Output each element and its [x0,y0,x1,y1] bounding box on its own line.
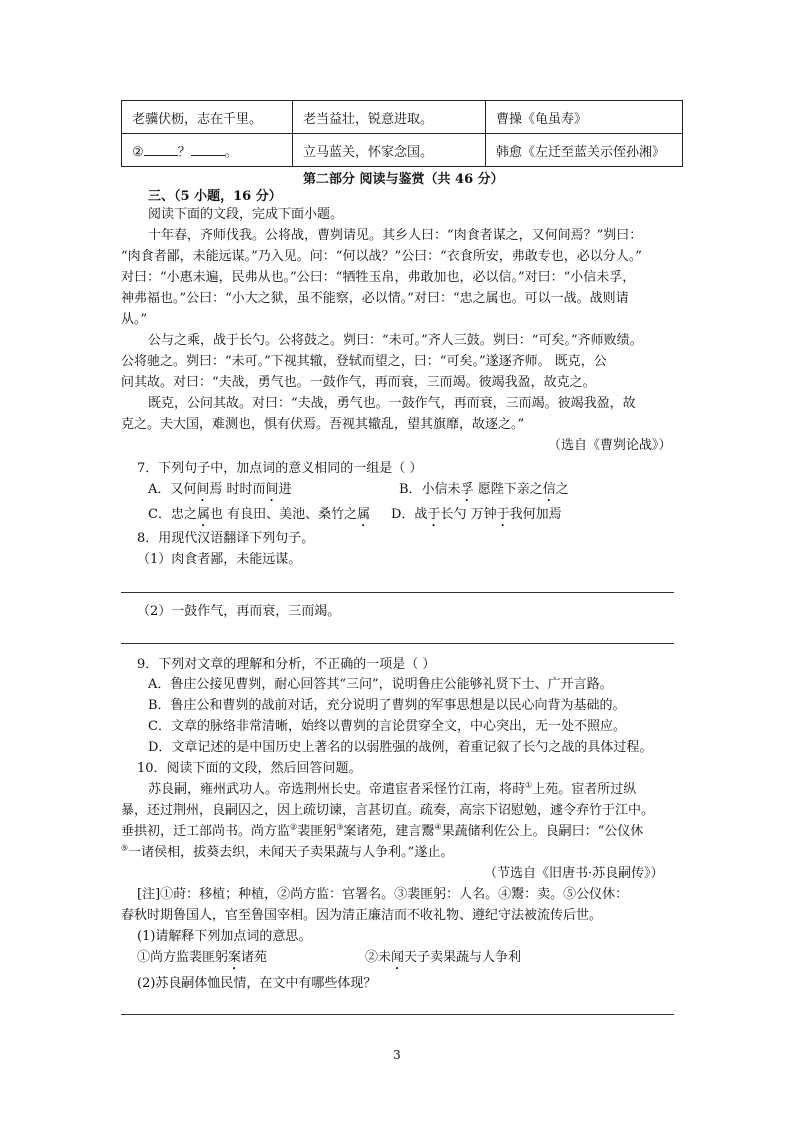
answer-blank[interactable] [191,143,225,156]
annotation-line: [注]①莳：移植；种植，②尚方监：官署名。③裴匪躬：人名。④鬻：卖。⑤公仪休： [137,887,629,902]
passage-line: 暴，还过荆州，良嗣囚之，因上疏切谏，言甚切直。疏奏，高宗下诏慰勉，遽令弃竹于江中。 [121,803,655,818]
table-row [122,101,683,134]
option-b[interactable]: B．小信未孚 愿陛下亲之信之 [399,482,569,497]
question-10-stem: 10．阅读下面的文段，然后回答问题。 [137,761,362,776]
translate-sentence-1: （1）肉食者鄙，未能远谋。 [137,552,302,567]
option-c[interactable]: C．文章的脉络非常清晰，始终以曹刿的言论贯穿全文，中心突出，无一处不照应。 [148,719,626,734]
passage-line: 公将驰之。刿曰：“未可。”下视其辙，登轼而望之，曰：“可矣。”遂逐齐师。 既克，公 [121,354,607,369]
translate-sentence-2: （2）一鼓作气，再而衰，三而竭。 [137,604,341,619]
option-b[interactable]: B．鲁庄公和曹刿的战前对话，充分说明了曹刿的军事思想是以民心向背为基础的。 [148,698,626,713]
passage-line: 问其故。对曰：“夫战，勇气也。一鼓作气，再而衰，三而竭。彼竭我盈，故克之。 [121,375,596,390]
table-cell: 韩愈《左迁至蓝关示侄孙湘》 [486,134,683,167]
option-a[interactable]: A．鲁庄公接见曹刿，耐心回答其“三问”，说明鲁庄公能够礼贤下士、广开言路。 [148,677,613,692]
passage-line: 公与之乘，战于长勺。公将鼓之。刿曰：“未可。”齐人三鼓。刿曰：“可矣。”齐师败绩。 [148,333,643,348]
passage-line: 十年春，齐师伐我。公将战，曹刿请见。其乡人曰：“肉食者谋之，又何间焉？”刿曰： [148,228,643,243]
answer-line[interactable] [121,1014,674,1015]
sub-question-1-item-a: ①尚方监裴匪躬案诸苑 [137,950,268,965]
passage-line: ⑤一诸侯相，拔葵去织，未闻天子卖果蔬与人争利。”遂止。 [121,843,454,860]
question-8-stem: 8．用现代汉语翻译下列句子。 [137,531,315,546]
question-7-stem: 7．下列句子中，加点词的意义相同的一组是（ ） [137,461,423,476]
page-number: 3 [393,1048,401,1062]
table-cell: 老当益壮，锐意进取。 [293,101,486,134]
answer-line[interactable] [121,592,674,593]
fill-end: 。 [224,144,238,160]
passage-line: 克之。夫大国，难测也，惧有伏焉。吾视其辙乱，望其旗靡，故逐之。” [121,417,525,432]
option-d[interactable]: D．文章记述的是中国历史上著名的以弱胜强的战例，着重记叙了长勺之战的具体过程。 [148,740,653,755]
annotation-line: 春秋时期鲁国人，官至鲁国宰相。因为清正廉洁而不收礼物、遵纪守法被流传后世。 [121,908,603,923]
table-cell: 曹操《龟虽寿》 [486,101,683,134]
table-cell-fill-blank [122,134,293,167]
answer-line[interactable] [121,643,674,644]
answer-blank[interactable] [144,143,178,156]
option-d[interactable]: D．战于长勺 万钟于我何加焉 [391,507,562,522]
question-9-stem: 9．下列对文章的理解和分析，不正确的一项是（ ） [137,657,436,672]
passage-source: （节选自《旧唐书·苏良嗣传》） [484,866,664,881]
sub-question-1-item-b: ②未闻天子卖果蔬与人争利 [365,950,522,965]
table-cell: 立马蓝关，怀家念国。 [293,134,486,167]
fill-prefix: ② [132,144,144,160]
passage-line: “肉食者鄙，未能远谋。”乃入见。问：“何以战？”公曰：“衣食所安，弗敢专也，必以分人。” [121,249,642,264]
option-a[interactable]: A．又何间焉 时时而间进 [148,482,292,497]
fill-mid: ？ [177,144,191,160]
part-title: 第二部分 阅读与鉴赏（共 46 分） [303,172,504,187]
passage-line: 既克，公问其故。对曰：“夫战，勇气也。一鼓作气，再而衰，三而竭。彼竭我盈，故 [148,396,636,411]
table-row [122,134,683,167]
passage-source: （选自《曹刿论战》） [548,438,672,453]
table-cell: 老骥伏枥，志在千里。 [122,101,293,134]
sub-question-2: (2)苏良嗣体恤民情，在文中有哪些体现？ [137,976,377,991]
sub-question-1: (1)请解释下列加点词的意思。 [137,929,312,944]
passage-line: 从。” [121,312,148,327]
passage-line: 对曰：“小惠未遍，民弗从也。”公曰：“牺牲玉帛，弗敢加也，必以信。”对曰：“小信未孚， [121,270,636,285]
passage-line: 垂拱初，迁工部尚书。尚方监②裴匪躬③案诸苑，建言鬻④果蔬储利佐公上。良嗣曰：“公仪休 [121,822,644,839]
passage-line: 神弗福也。”公曰：“小大之狱，虽不能察，必以情。”对曰：“忠之属也。可以一战。战则请 [121,291,629,306]
passage-line: 苏良嗣，雍州武功人。帝选荆州长史。帝遣宦者采怪竹江南，将莳①上苑。宦者所过纵 [148,780,637,797]
section-title: 三、（5 小题，16 分） [148,189,282,204]
quote-table [121,100,683,167]
option-c[interactable]: C．忠之属也 有良田、美池、桑竹之属 [148,507,371,522]
instruction: 阅读下面的文段，完成下面小题。 [148,207,344,222]
